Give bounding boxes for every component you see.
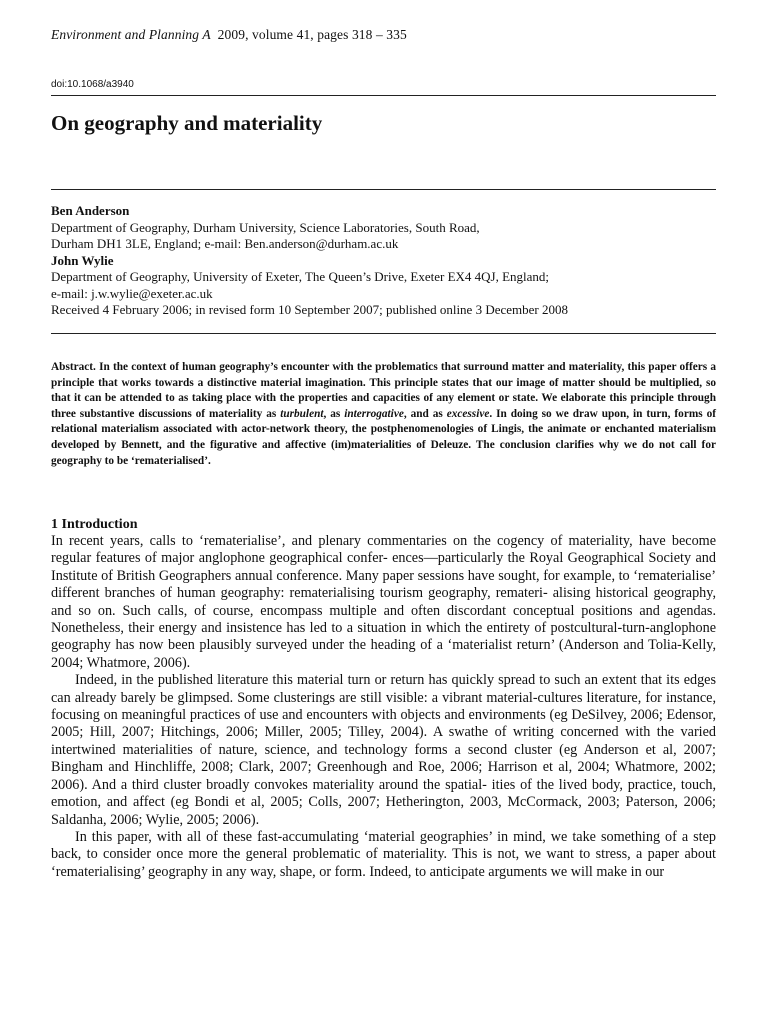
author-block [51, 203, 716, 319]
author-name: Ben Anderson [51, 203, 130, 218]
abstract-text: In the context of human geography’s encounter with the problematics that surround matter and materiality, this paper offers a principle that works towards a distinctive material imagination. This principle states that our image of matter should be multiplied, so that it can be attended to as taking place with the properties and capacities of any element or state. We elaborate this principle through three substantive discussions of materiality as [51, 361, 716, 420]
citation-details: 2009, volume 41, pages 318 – 335 [217, 27, 407, 42]
body-paragraph: In this paper, with all of these fast-accumulating ‘material geographies’ in mind, we take something of a step back, to consider once more the general problematic of materiality. This is not, we want to stress, a paper about ‘rematerialising’ geography in any way, shape, or form. Indeed, to anticipate arguments we will make in our [51, 828, 716, 880]
received-dates: Received 4 February 2006; in revised form 10 September 2007; published online 3 December 2008 [51, 302, 568, 317]
abstract-text: , and as [403, 407, 447, 420]
abstract [51, 360, 716, 469]
author-name: John Wylie [51, 252, 114, 268]
abstract-text: . In doing so we draw upon, in turn, forms of relational materialism associated with actor-network theory, the postphenomenologies of Lingis, the animate or enchanted materialism developed by Bennett, and the figurative and affective (im)materialities of Deleuze. The conclusion clarifies why we do not call for geography to be ‘rematerialised’. [51, 407, 716, 467]
journal-name: Environment and Planning A [51, 27, 211, 42]
author-affiliation: Department of Geography, University of Exeter, The Queen’s Drive, Exeter EX4 4QJ, England; [51, 269, 550, 284]
journal-citation [51, 27, 407, 43]
author-affiliation: Durham DH1 3LE, England; e-mail: Ben.anderson@durham.ac.uk [51, 236, 399, 251]
author-affiliation: Department of Geography, Durham University, Science Laboratories, South Road, [51, 219, 480, 235]
abstract-term: interrogative [344, 407, 404, 420]
paper-title: On geography and materiality [51, 111, 323, 135]
abstract-label: Abstract. [51, 361, 96, 373]
body-paragraph: Indeed, in the published literature this material turn or return has quickly spread to such an extent that its edges can already barely be glimpsed. Some clusterings are still visible: a vibrant material-cultures literature, for instance, focusing on meaningful practices of use and encounters with objects and environments (eg DeSilvey, 2006; Edensor, 2005; Hill, 2007; Hitchings, 2006; Miller, 2005; Tilley, 2004). A swathe of writing concerned with the varied intertwined materialities of nature, science, and technology forms a second cluster (eg Anderson et al, 2007; Bingham and Hinchliffe, 2008; Clark, 2007; Greenhough and Roe, 2006; Harrison et al, 2004; Whatmore, 2002; 2006). And a third cluster broadly convokes materiality around the spatial- ities of the lived body, practice, touch, emotion, and affect (eg Bondi et al, 2005; Colls, 2007; Hetherington, 2003, McCormack, 2003; Paterson, 2006; Saldanha, 2006; Wylie, 2005; 2006). [51, 672, 716, 828]
title-divider [51, 189, 716, 190]
abstract-divider [51, 333, 716, 334]
section-heading: 1 Introduction [51, 517, 138, 532]
abstract-term: turbulent [280, 407, 324, 420]
abstract-text: , as [323, 407, 345, 420]
top-divider [51, 95, 716, 96]
doi[interactable]: doi:10.1068/a3940 [51, 79, 134, 90]
introduction-section [51, 516, 716, 881]
abstract-term: excessive [446, 407, 490, 420]
body-paragraph: In recent years, calls to ‘rematerialise’, and plenary commentaries on the cogency of materiality, have become regular features of major anglophone geographical confer- ences—particularly the Royal Geographical Society and Institute of British Geographers annual conference. Many paper sessions have sought, for example, to ‘rematerialise’ different branches of human geography: rematerialising tourism geography, remateri- alising historical geography, and so on. Such calls, of course, encompass multiple and often discordant conceptual positions and agendas. Nonetheless, their energy and insistence has led to a situation in which the entirety of postcultural-turn-anglophone geography has now been plausibly surveyed under the heading of a ‘materialist return’ (Anderson and Tolia-Kelly, 2004; Whatmore, 2006). [51, 533, 716, 671]
author-affiliation: e-mail: j.w.wylie@exeter.ac.uk [51, 285, 213, 301]
